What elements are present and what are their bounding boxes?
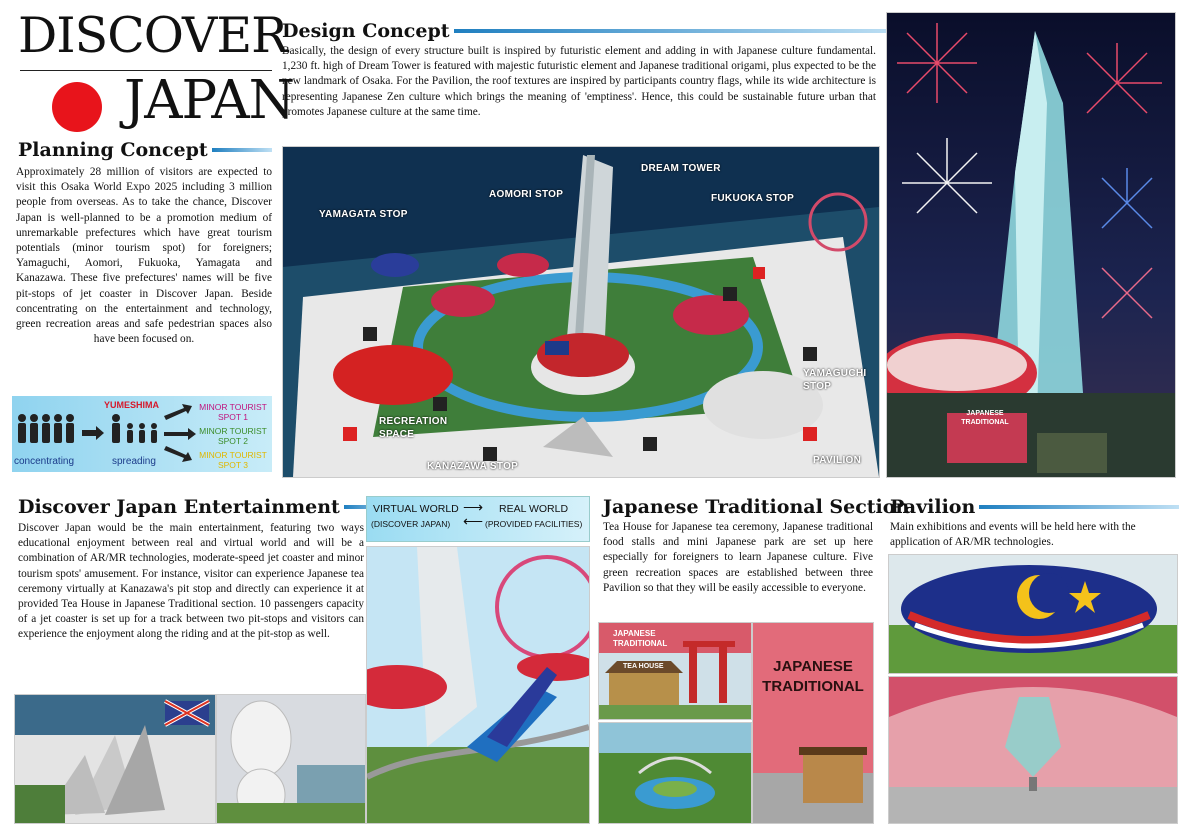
- dream-tower-graphic: [887, 13, 1175, 477]
- firework-3: [1087, 43, 1162, 113]
- firework-1: [897, 23, 977, 103]
- logo-discover: DISCOVER: [18, 7, 288, 64]
- traditional-heading: Japanese Traditional Section: [603, 496, 910, 518]
- label-fukuoka: FUKUOKA STOP: [711, 193, 795, 204]
- virtual-real-box: [366, 496, 590, 542]
- design-heading: Design Concept: [282, 20, 902, 42]
- label-pavilion: PAVILION: [813, 455, 862, 466]
- food-stalls-sign: JAPANESE TRADITIONAL: [762, 658, 864, 695]
- label-recreation: RECREATION SPACE: [379, 416, 448, 440]
- real-world-sub: (PROVIDED FACILITIES): [485, 519, 583, 529]
- japanese-park-render: [598, 722, 752, 824]
- jet-coaster-render: [366, 546, 590, 824]
- traditional-text: Tea House for Japanese tea ceremony, Japanese traditional food stalls and mini Japanese park are set up here especially for foreigners to learn Japanese culture. Five green recreation spaces are established between three Pavilion so that they will be easily accessible to everyone.: [603, 521, 873, 594]
- tea-house-render: [598, 622, 752, 720]
- label-dream-tower: DREAM TOWER: [641, 163, 721, 174]
- planning-text: Approximately 28 million of visitors are expected to visit this Osaka World Expo 2025 including 3 million people from overseas. As to take the chance, Discover Japan is well-planned to be a promotion medium of unremarkable prefectures which have great tourism potentials (minor tourism spot) for foreigners; Yamaguchi, Aomori, Fukuoka, Yamagata and Kanazawa. These five prefectures' names will be five pit-stops of jet coaster in Discover Japan. Beside concentrating on the entertainment and technology, green recreation areas and safe pedestrian spaces also have been focused on.: [16, 166, 272, 346]
- arrow-left-icon: ⟵: [463, 515, 484, 530]
- entertainment-heading: Discover Japan Entertainment: [18, 496, 404, 518]
- label-kanazawa: KANAZAWA STOP: [427, 461, 519, 472]
- flow-diagram: [12, 396, 272, 472]
- spreading-people-icon: [112, 414, 157, 443]
- fukuoka-stop-render: [216, 694, 366, 824]
- jet-coaster-graphic: [367, 547, 589, 823]
- kanazawa-graphic: [15, 695, 215, 823]
- park-graphic: [599, 723, 751, 823]
- virtual-world-label: VIRTUAL WORLD: [373, 503, 459, 515]
- logo: [16, 7, 294, 138]
- firework-5: [1102, 268, 1152, 318]
- real-world-label: REAL WORLD: [499, 503, 569, 515]
- label-yamagata: YAMAGATA STOP: [319, 209, 408, 220]
- food-stalls-render: [752, 622, 874, 824]
- pavilion-heading: Pavilion: [890, 496, 1179, 518]
- label-aomori: AOMORI STOP: [489, 189, 564, 200]
- flow-concentrating: concentrating: [14, 456, 75, 467]
- flow-spreading: spreading: [112, 456, 156, 467]
- planning-heading: Planning Concept: [18, 139, 272, 161]
- tower-sign: JAPANESE TRADITIONAL: [961, 410, 1009, 426]
- pavilion-interior-graphic: [889, 677, 1177, 823]
- design-text: Basically, the design of every structure built is inspired by futuristic element and adding in with Japanese culture fundamental. 1,230 ft. high of Dream Tower is featured with majestic futuristic element and Japanese traditional origami, plus expected to be the new landmark of Osaka. For the Pavilion, the roof textures are inspired by participants country flags, while its wide architecture is representing Japanese Zen culture which brings the meaning of 'emptiness'. Hence, this could be sustainable future urban that promotes Japanese culture at the same time.: [282, 45, 876, 118]
- virtual-world-sub: (DISCOVER JAPAN): [371, 519, 451, 529]
- master-plan-render: [282, 146, 880, 478]
- malaysia-pavilion-graphic: [889, 555, 1177, 673]
- label-yamaguchi: YAMAGUCHI STOP: [803, 368, 867, 392]
- tea-house-label: TEA HOUSE: [623, 663, 664, 670]
- firework-4: [1102, 168, 1152, 228]
- pavilion-interior-render: [888, 676, 1178, 824]
- crowd-icon: [18, 414, 74, 443]
- entertainment-text: Discover Japan would be the main entertainment, featuring two ways educational enjoyment between real and virtual world and will be a combination of AR/MR technologies, moderate-speed jet coaster and minor tourism spots' amusement. For instance, visitor can experience Japanese tea ceremony virtually at Kanazawa's pit stop and directly can experience it at provided Tea House in Japanese Traditional section. 10 passengers capacity of a jet coaster is set up for a track between two pit-stops and visitors can experience the enjoyment along the riding and at the pit-stop as well.: [18, 522, 364, 641]
- flow-spot2: MINOR TOURIST SPOT 2: [199, 426, 267, 446]
- tea-sign: JAPANESE TRADITIONAL: [613, 629, 668, 648]
- logo-japan: JAPAN: [124, 70, 294, 131]
- flow-yumeshima: YUMESHIMA: [104, 400, 160, 410]
- fukuoka-graphic: [217, 695, 365, 823]
- dream-tower-night-render: [886, 12, 1176, 478]
- firework-2: [902, 138, 992, 213]
- pavilion-text: Main exhibitions and events will be held here with the application of AR/MR technologies.: [890, 521, 1136, 549]
- arrow-right-icon: ⟶: [463, 501, 484, 516]
- rising-sun-icon: [52, 82, 102, 132]
- kanazawa-stop-render: [14, 694, 216, 824]
- flow-spot1: MINOR TOURIST SPOT 1: [199, 402, 267, 422]
- food-stalls-graphic: [753, 623, 873, 823]
- malaysia-pavilion-render: [888, 554, 1178, 674]
- flow-spot3: MINOR TOURIST SPOT 3: [199, 450, 267, 470]
